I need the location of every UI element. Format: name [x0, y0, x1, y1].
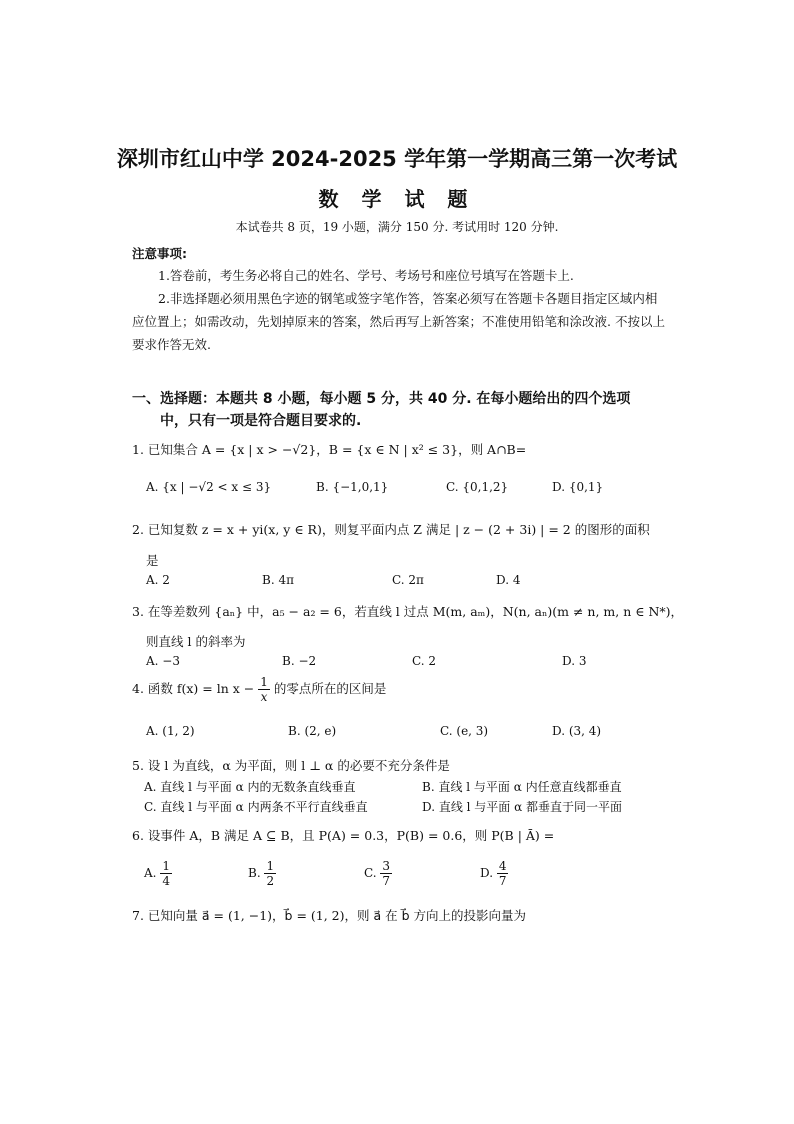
question-2-stem: 2. 已知复数 z = x + yi(x, y ∈ R)，则复平面内点 Z 满足 | z − (2 + 3i) | = 2 的图形的面积	[132, 522, 650, 537]
question-2-stem-continued: 是	[146, 553, 159, 568]
fraction-denominator: 7	[382, 874, 391, 888]
question-4-option-a: A. (1, 2)	[146, 724, 195, 738]
question-6-option-d	[480, 860, 508, 887]
fraction-numerator: 1	[162, 859, 170, 873]
question-4-option-d: D. (3, 4)	[552, 724, 602, 738]
fraction-numerator: 4	[498, 859, 507, 873]
fraction-denominator: 2	[266, 874, 275, 888]
question-6-option-b	[248, 860, 276, 887]
question-5-option-d: D. 直线 l 与平面 α 都垂直于同一平面	[422, 800, 623, 814]
question-1-option-d: D. {0,1}	[552, 480, 604, 494]
notice-title: 注意事项:	[132, 246, 187, 261]
option-fraction	[380, 860, 392, 887]
option-fraction	[497, 860, 509, 887]
notice-item-2: 2.非选择题必须用黑色字迹的钢笔或签字笔作答，答案必须写在答题卡各题目指定区域内相应位置上；如需改动，先划掉原来的答案，然后再写上新答案；不准使用铅笔和涂改液. 不按以上要求作答无效.	[132, 291, 665, 352]
exam-title: 深圳市红山中学 2024-2025 学年第一学期高三第一次考试	[116, 147, 678, 171]
question-2-option-c: C. 2π	[392, 573, 424, 587]
option-letter: D.	[480, 866, 494, 880]
question-6-option-a	[144, 860, 172, 887]
question-6-stem: 6. 设事件 A，B 满足 A ⊆ B，且 P(A) = 0.3，P(B) = 0.6，则 P(B | Ā) =	[132, 828, 555, 843]
option-letter: A.	[144, 866, 157, 880]
question-2-option-b: B. 4π	[262, 573, 294, 587]
question-5-stem: 5. 设 l 为直线，α 为平面，则 l ⊥ α 的必要不充分条件是	[132, 758, 450, 773]
option-fraction	[264, 860, 276, 887]
question-3-option-b: B. −2	[282, 654, 317, 668]
fraction-numerator: 3	[382, 859, 391, 873]
exam-info: 本试卷共 8 页，19 小题，满分 150 分. 考试用时 120 分钟.	[235, 220, 559, 234]
notice-item-1: 1.答卷前，考生务必将自己的姓名、学号、考场号和座位号填写在答题卡上.	[158, 268, 574, 283]
fraction-numerator: 1	[266, 859, 275, 873]
question-3-stem-continued: 则直线 l 的斜率为	[146, 634, 246, 649]
fraction-numerator: 1	[260, 675, 268, 689]
question-4-stem-post: 的零点所在的区间是	[273, 681, 387, 696]
question-3-option-c: C. 2	[412, 654, 437, 668]
option-fraction	[160, 860, 172, 887]
exam-subtitle: 数 学 试 题	[318, 187, 476, 211]
question-4-option-b: B. (2, e)	[288, 724, 337, 738]
section-heading-line2: 中，只有一项是符合题目要求的.	[160, 413, 362, 429]
fraction-denominator: 7	[498, 874, 507, 888]
question-4-stem	[132, 676, 386, 703]
question-3-stem: 3. 在等差数列 {aₙ} 中，a₅ − a₂ = 6，若直线 l 过点 M(m, aₘ)，N(n, aₙ)(m ≠ n, m, n ∈ N*)，	[132, 604, 684, 619]
option-letter: C.	[364, 866, 377, 880]
question-5-option-a: A. 直线 l 与平面 α 内的无数条直线垂直	[144, 780, 356, 794]
question-1-option-c: C. {0,1,2}	[446, 480, 509, 494]
fraction-denominator: 4	[162, 874, 170, 888]
question-2-option-a: A. 2	[146, 573, 170, 587]
question-3-option-d: D. 3	[562, 654, 587, 668]
question-3-option-a: A. −3	[146, 654, 180, 668]
section-heading-line1: 一、选择题：本题共 8 小题，每小题 5 分，共 40 分. 在每小题给出的四个选项	[132, 391, 631, 407]
option-letter: B.	[248, 866, 261, 880]
question-4-option-c: C. (e, 3)	[440, 724, 489, 738]
question-1-option-b: B. {−1,0,1}	[316, 480, 389, 494]
question-1-option-a: A. {x | −√2 < x ≤ 3}	[146, 480, 272, 494]
fraction-denominator: x	[260, 690, 268, 704]
question-5-option-b: B. 直线 l 与平面 α 内任意直线都垂直	[422, 780, 622, 794]
question-6-option-c	[364, 860, 392, 887]
question-1-stem: 1. 已知集合 A = {x | x > −√2}，B = {x ∈ N | x² ≤ 3}，则 A∩B=	[132, 442, 527, 457]
question-7-stem: 7. 已知向量 a⃗ = (1, −1)，b⃗ = (1, 2)，则 a⃗ 在 b⃗ 方向上的投影向量为	[132, 908, 526, 923]
question-5-option-c: C. 直线 l 与平面 α 内两条不平行直线垂直	[144, 800, 368, 814]
question-2-option-d: D. 4	[496, 573, 521, 587]
question-4-fraction	[258, 676, 270, 703]
question-4-stem-pre: 4. 函数 f(x) = ln x −	[132, 681, 255, 696]
